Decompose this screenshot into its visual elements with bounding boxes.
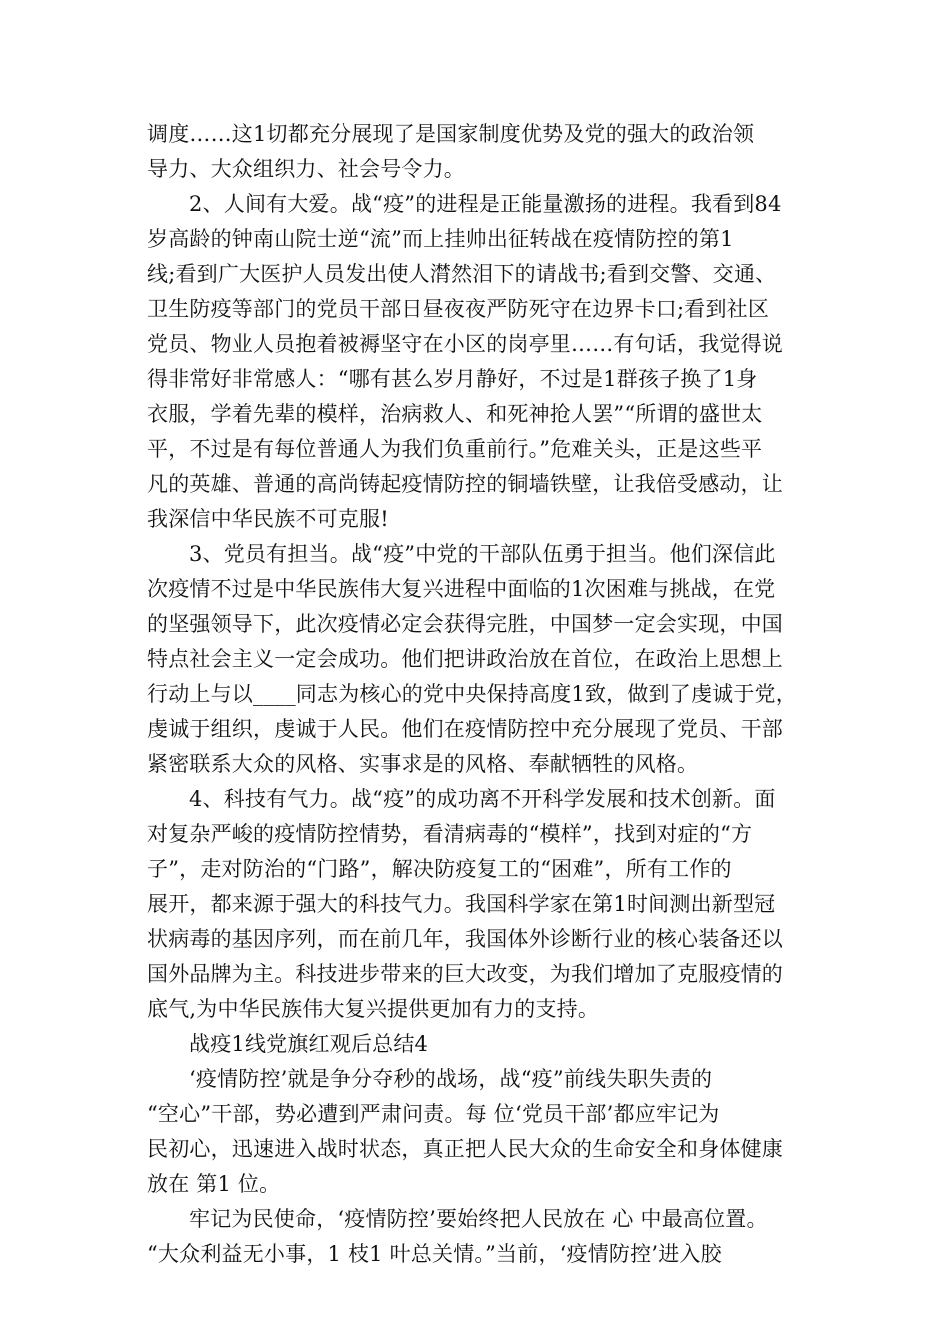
text-line: “空心”干部，势必遭到严肃问责。每 位‘党员干部’都应牢记为: [147, 1102, 720, 1126]
section-heading: 战疫1线党旗红观后总结4: [189, 1032, 429, 1056]
text-line: 国外品牌为主。科技进步带来的巨大改变，为我们增加了克服疫情的: [147, 962, 783, 986]
text-line: 衣服，学着先辈的模样，治病救人、和死神抢人罢”“所谓的盛世太: [147, 402, 763, 426]
text-line: 民初心，迅速进入战时状态，真正把人民大众的生命安全和身体健康: [147, 1137, 783, 1161]
text-line: 导力、大众组织力、社会号令力。: [147, 157, 465, 181]
text-line: 线;看到广大医护人员发出使人潸然泪下的请战书;看到交警、交通、: [147, 262, 777, 286]
text-line: 对复杂严峻的疫情防控情势，看清病毒的“模样”，找到对症的“方: [147, 822, 753, 846]
text-line: 展开，都来源于强大的科技气力。我国科学家在第1时间测出新型冠: [147, 892, 776, 916]
text-line: 凡的英雄、普通的高尚铸起疫情防控的铜墙铁壁，让我倍受感动，让: [147, 472, 783, 496]
text-line: 虔诚于组织，虔诚于人民。他们在疫情防控中充分展现了党员、干部: [147, 717, 783, 741]
text-line: 次疫情不过是中华民族伟大复兴进程中面临的1次困难与挑战，在党: [147, 577, 776, 601]
text-line: 子”，走对防治的“门路”，解决防疫复工的“困难”，所有工作的: [147, 857, 732, 881]
text-line: 卫生防疫等部门的党员干部日昼夜夜严防死守在边界卡口;看到社区: [147, 297, 770, 321]
text-line: 的坚强领导下，此次疫情必定会获得完胜，中国梦一定会实现，中国: [147, 612, 783, 636]
paragraph-start-line: 牢记为民使命，‘疫情防控’要始终把人民放在 心 中最高位置。: [189, 1207, 768, 1231]
text-line: 紧密联系大众的风格、实事求是的风格、奉献牺牲的风格。: [147, 752, 699, 776]
text-line: 特点社会主义一定会成功。他们把讲政治放在首位，在政治上思想上: [147, 647, 783, 671]
text-line: 状病毒的基因序列，而在前几年，我国体外诊断行业的核心装备还以: [147, 927, 783, 951]
text-line: 党员、物业人员抱着被褥坚守在小区的岗亭里……有句话，我觉得说: [147, 332, 783, 356]
text-line: 行动上与以____同志为核心的党中央保持高度1致，做到了虔诚于党，: [147, 682, 797, 706]
text-line: 调度……这1切都充分展现了是国家制度优势及党的强大的政治领: [147, 122, 755, 146]
text-line: 放在 第1 位。: [147, 1172, 281, 1196]
text-line: 岁高龄的钟南山院士逆“流”而上挂帅出征转战在疫情防控的第1: [147, 227, 734, 251]
paragraph-start-line: 4、科技有气力。战“疫”的成功离不开科学发展和技术创新。面: [189, 787, 776, 811]
paragraph-start-line: 2、人间有大爱。战“疫”的进程是正能量激扬的进程。我看到84: [189, 192, 782, 216]
text-line: “大众利益无小事，1 枝1 叶总关情。”当前，‘疫情防控’进入胶: [147, 1242, 722, 1266]
text-line: 底气,为中华民族伟大复兴提供更加有力的支持。: [147, 997, 600, 1021]
text-line: 我深信中华民族不可克服!: [147, 507, 389, 531]
paragraph-start-line: 3、党员有担当。战“疫”中党的干部队伍勇于担当。他们深信此: [189, 542, 776, 566]
text-line: 得非常好非常感人：“哪有甚么岁月静好，不过是1群孩子换了1身: [147, 367, 758, 391]
text-line: 平，不过是有每位普通人为我们负重前行。”危难关头，正是这些平: [147, 437, 763, 461]
paragraph-start-line: ‘疫情防控’就是争分夺秒的战场，战“疫”前线失职失责的: [189, 1067, 713, 1091]
